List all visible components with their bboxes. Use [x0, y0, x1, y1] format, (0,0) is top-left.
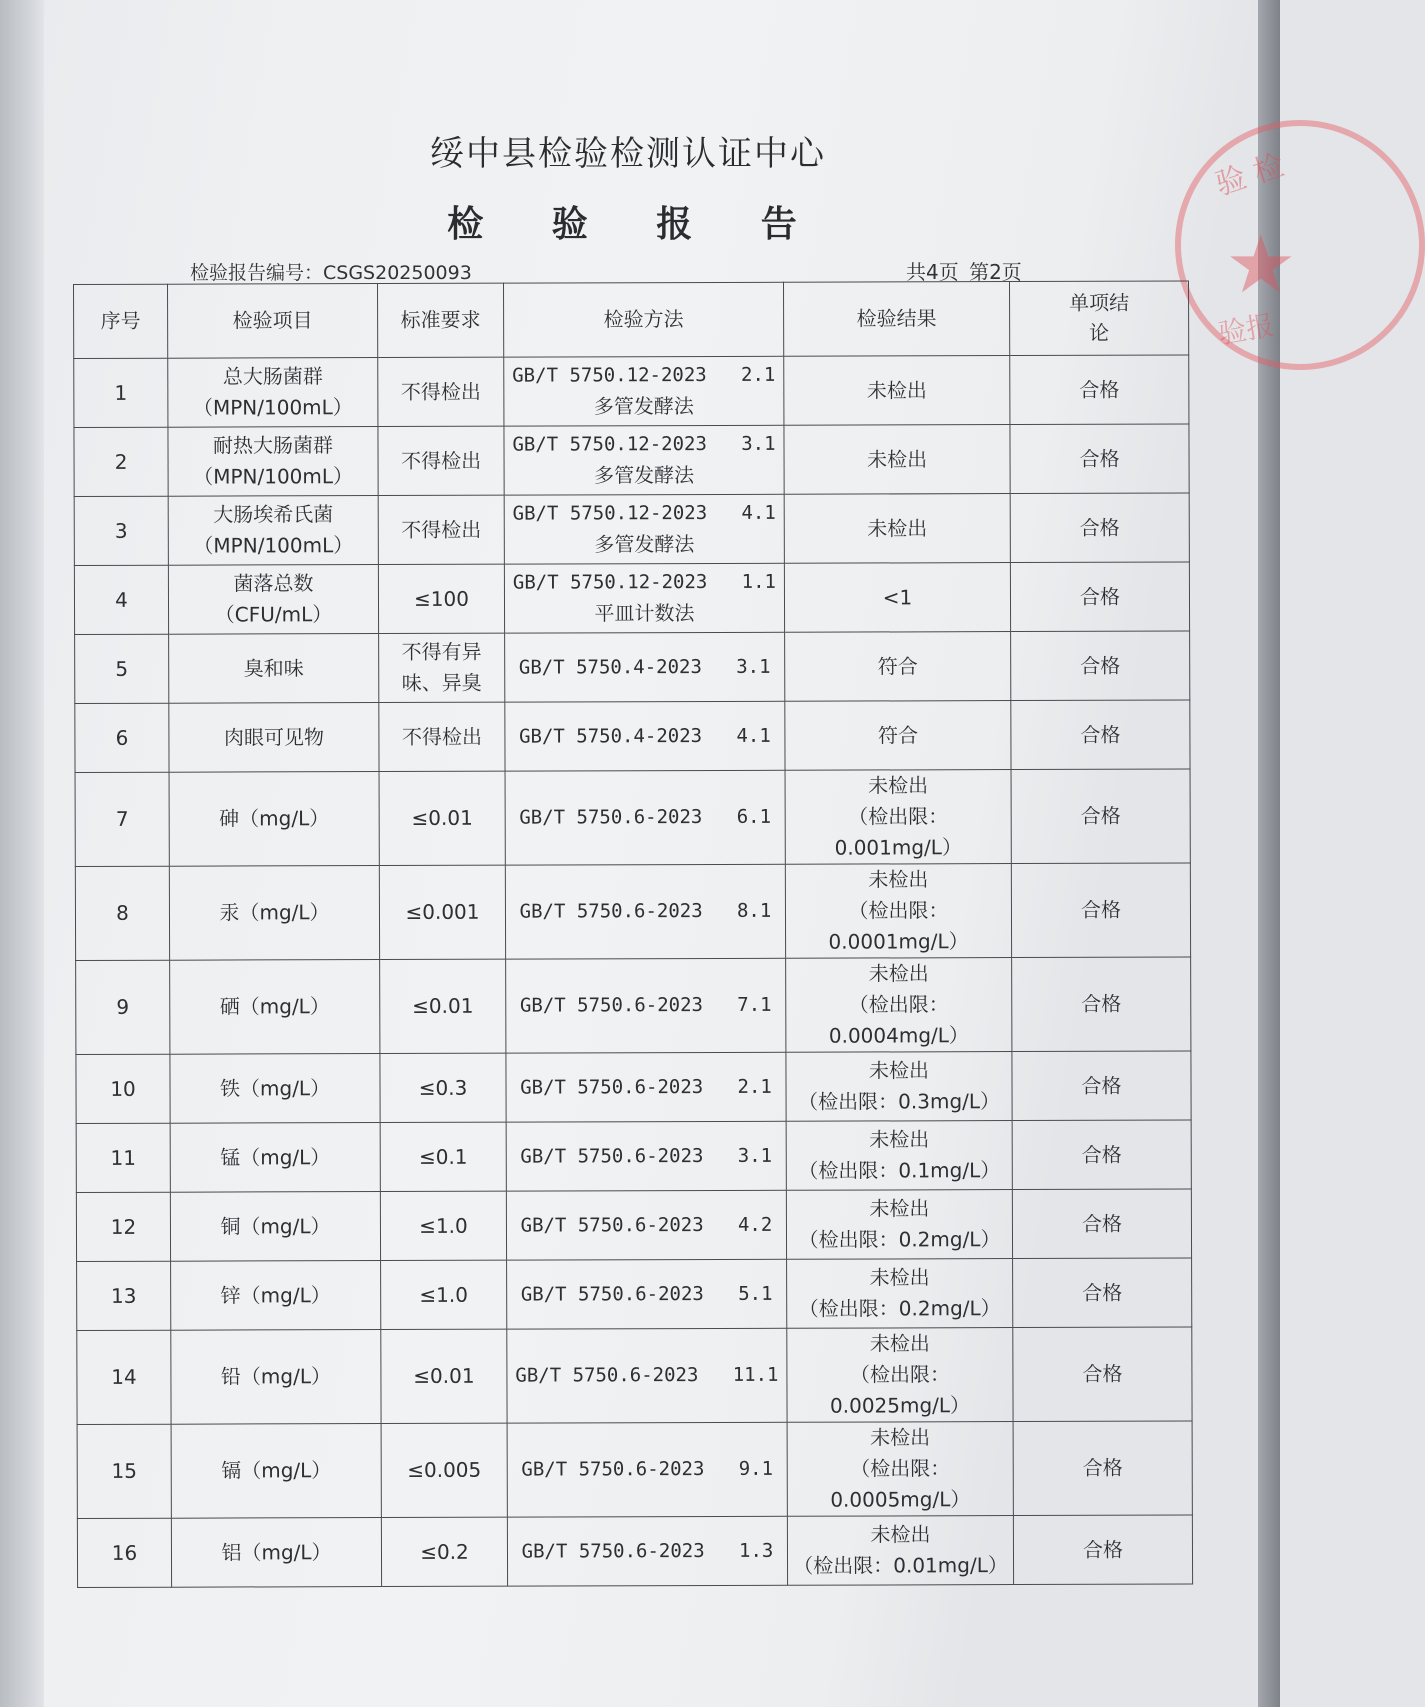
cell-standard-line: ≤0.01 [413, 1363, 475, 1388]
cell-item [171, 1424, 381, 1519]
cell-standard [378, 426, 504, 495]
cell-method [505, 701, 785, 771]
cell-no: 7 [75, 772, 169, 866]
cell-item [170, 1123, 380, 1193]
seal-star-icon: ★ [1225, 218, 1297, 311]
cell-result-line: （检出限：0.3mg/L） [798, 1089, 1001, 1114]
cell-result-line: 未检出 [870, 1425, 931, 1450]
cell-conclusion: 合格 [1010, 493, 1189, 563]
cell-method-line: 多管发酵法 [594, 532, 695, 557]
cell-method-line: GB/T 5750.4-2023 3.1 [518, 655, 771, 679]
cell-method [506, 1052, 786, 1122]
cell-method [507, 1516, 787, 1586]
cell-item-line: 耐热大肠菌群 [212, 433, 334, 458]
cell-conclusion: 合格 [1012, 1120, 1191, 1190]
header-method: 检验方法 [503, 282, 783, 357]
cell-item-line: 铜（mg/L） [220, 1213, 331, 1239]
header-standard: 标准要求 [378, 283, 504, 357]
cell-conclusion: 合格 [1011, 769, 1190, 864]
cell-standard-line: ≤0.2 [420, 1539, 469, 1564]
cell-standard [380, 1053, 506, 1122]
cell-item-line: 锰（mg/L） [220, 1144, 331, 1170]
cell-standard-line: 味、异臭 [401, 670, 482, 695]
cell-item-line: （MPN/100mL） [193, 464, 354, 489]
cell-result [785, 770, 1011, 865]
cell-method-line: GB/T 5750.6-2023 9.1 [521, 1457, 774, 1481]
cell-method [504, 425, 784, 495]
cell-result-line: 未检出 [869, 1331, 930, 1356]
cell-result [784, 356, 1010, 426]
cell-standard [381, 1423, 507, 1517]
cell-method-line: 多管发酵法 [593, 394, 694, 419]
cell-method-line: 平皿计数法 [594, 601, 695, 626]
table-row [75, 700, 1190, 773]
cell-result-line: 未检出 [868, 773, 929, 798]
cell-conclusion: 合格 [1013, 1515, 1192, 1585]
cell-conclusion: 合格 [1011, 863, 1190, 958]
results-table [73, 280, 1193, 1587]
cell-item-line: 臭和味 [243, 655, 304, 680]
cell-result-line: 未检出 [870, 1522, 931, 1547]
cell-method-line: GB/T 5750.12-2023 2.1 [512, 363, 776, 387]
cell-method [505, 632, 785, 702]
cell-result [787, 1422, 1013, 1517]
header-no: 序号 [74, 284, 168, 358]
cell-standard-line: ≤0.001 [405, 899, 480, 924]
cell-method [507, 1259, 787, 1329]
cell-standard-line: 不得有异 [401, 639, 482, 664]
cell-method [504, 563, 784, 633]
table-row [77, 1258, 1192, 1331]
table-header-row [74, 281, 1189, 359]
cell-standard [379, 633, 505, 702]
cell-result [784, 494, 1010, 564]
page-info: 共4页 第2页 [906, 260, 1022, 284]
cell-item-line: 锌（mg/L） [220, 1282, 331, 1308]
cell-result-line: 未检出 [866, 377, 927, 403]
organization-title: 绥中县检验检测认证中心 [430, 134, 826, 174]
cell-result-line: （检出限：0.1mg/L） [798, 1158, 1001, 1183]
table-row [76, 1189, 1191, 1262]
cell-conclusion: 合格 [1010, 355, 1189, 425]
cell-item [168, 565, 378, 635]
cell-item-line: （MPN/100mL） [193, 533, 354, 558]
cell-item-line: 铁（mg/L） [219, 1075, 331, 1101]
cell-item-line: 硒（mg/L） [219, 994, 330, 1019]
cell-standard-line: 不得检出 [401, 517, 482, 542]
cell-item [169, 772, 379, 867]
cell-result-line: 未检出 [868, 961, 929, 986]
cell-no: 10 [76, 1054, 170, 1123]
cell-item [169, 866, 379, 961]
cell-method-line: GB/T 5750.6-2023 5.1 [520, 1282, 773, 1306]
cell-item [169, 703, 379, 773]
cell-item-line: 铝（mg/L） [221, 1539, 332, 1565]
cell-no: 3 [74, 496, 168, 565]
cell-item-line: 镉（mg/L） [221, 1458, 332, 1483]
cell-conclusion: 合格 [1012, 1051, 1191, 1121]
cell-method-line: GB/T 5750.4-2023 4.1 [519, 724, 771, 748]
cell-item-line: （MPN/100mL） [192, 395, 353, 420]
cell-no: 5 [75, 634, 169, 703]
cell-item [171, 1330, 381, 1425]
table-row [75, 863, 1190, 961]
cell-standard [381, 1260, 507, 1329]
cell-standard-line: 不得检出 [401, 724, 482, 749]
cell-standard-line: ≤0.01 [412, 993, 474, 1018]
cell-result-line: （检出限：0.01mg/L） [793, 1553, 1008, 1578]
cell-result [785, 701, 1011, 771]
cell-item [171, 1261, 381, 1331]
cell-method [505, 770, 785, 865]
cell-method-line: GB/T 5750.12-2023 1.1 [512, 570, 777, 594]
cell-no: 8 [75, 866, 169, 960]
header-result: 检验结果 [783, 282, 1009, 357]
cell-standard-line: ≤0.005 [407, 1457, 482, 1482]
seal-text-top: 验 检 [1211, 147, 1289, 203]
cell-method [507, 1328, 787, 1423]
table-row [76, 1051, 1191, 1124]
cell-standard [378, 495, 504, 564]
cell-item-line: （CFU/mL） [214, 602, 333, 627]
header-item: 检验项目 [168, 284, 378, 359]
cell-conclusion: 合格 [1011, 631, 1190, 701]
cell-result-line: 未检出 [867, 446, 928, 472]
table-row [77, 1421, 1192, 1519]
table-body [74, 355, 1193, 1587]
cell-result-line: （检出限：0.2mg/L） [798, 1227, 1001, 1252]
cell-method-line: GB/T 5750.6-2023 2.1 [520, 1075, 772, 1099]
cell-standard [380, 1191, 506, 1260]
cell-method-line: GB/T 5750.6-2023 8.1 [519, 899, 772, 923]
table-row [77, 1515, 1192, 1588]
cell-conclusion: 合格 [1010, 562, 1189, 632]
cell-result-line: （检出限：0.0005mg/L） [830, 1456, 971, 1512]
cell-result [787, 1259, 1013, 1329]
cell-item-line: 汞（mg/L） [219, 900, 330, 925]
report-number: 检验报告编号：CSGS20250093 [190, 262, 472, 284]
cell-standard [379, 865, 505, 959]
cell-conclusion: 合格 [1012, 1189, 1191, 1259]
table-row [76, 957, 1191, 1055]
cell-method-line: GB/T 5750.6-2023 11.1 [515, 1363, 779, 1387]
cell-method-line: 多管发酵法 [594, 463, 695, 488]
cell-standard-line: ≤0.1 [418, 1144, 468, 1169]
cell-standard-line: ≤1.0 [419, 1213, 468, 1238]
cell-method [504, 356, 784, 426]
cell-standard-line: ≤100 [413, 586, 469, 611]
cell-standard-line: ≤0.3 [418, 1075, 468, 1100]
cell-result-line: （检出限：0.0004mg/L） [828, 992, 969, 1048]
cell-standard [378, 564, 504, 633]
cell-result-line: 未检出 [868, 867, 929, 892]
cell-item [170, 1054, 380, 1124]
cell-result-line: 未检出 [867, 515, 928, 541]
cell-item-line: 砷（mg/L） [219, 806, 330, 831]
seal-text-bottom: 验报 [1215, 308, 1277, 351]
cell-item [170, 1192, 380, 1262]
cell-item [170, 960, 380, 1055]
cell-item-line: 铅（mg/L） [220, 1364, 332, 1389]
cell-result-line: <1 [882, 584, 913, 609]
cell-standard [380, 959, 506, 1053]
cell-result [786, 1121, 1012, 1191]
cell-method-line: GB/T 5750.12-2023 4.1 [512, 501, 776, 525]
cell-method [507, 1422, 787, 1517]
cell-no: 11 [76, 1123, 170, 1192]
cell-method-line: GB/T 5750.6-2023 4.2 [520, 1213, 773, 1237]
cell-standard [378, 357, 504, 426]
table-row [74, 355, 1189, 428]
cell-result-line: 符合 [877, 653, 918, 678]
cell-standard [379, 702, 505, 771]
cell-method [505, 864, 785, 959]
cell-result [786, 1190, 1012, 1260]
cell-standard-line: ≤0.01 [411, 805, 473, 830]
table-row [74, 424, 1189, 497]
cell-result [785, 632, 1011, 702]
cell-no: 9 [76, 960, 170, 1054]
cell-method-line: GB/T 5750.6-2023 7.1 [519, 993, 772, 1017]
cell-method-line: GB/T 5750.6-2023 6.1 [519, 805, 772, 829]
header-conclusion-label: 单项结论 [1069, 290, 1130, 345]
cell-no: 2 [74, 427, 168, 496]
cell-result [784, 563, 1010, 633]
table-row [74, 493, 1189, 566]
cell-item-line: 肉眼可见物 [223, 724, 324, 750]
cell-item [168, 358, 378, 428]
document-title: 检 验 报 告 [447, 204, 825, 245]
table-row [75, 769, 1190, 867]
cell-conclusion: 合格 [1013, 1327, 1192, 1422]
cell-conclusion: 合格 [1011, 700, 1190, 770]
cell-no: 4 [74, 565, 168, 634]
cell-method-line: GB/T 5750.6-2023 1.3 [521, 1539, 774, 1563]
cell-result [786, 958, 1012, 1053]
cell-result-line: 未检出 [869, 1196, 930, 1221]
cell-item [171, 1518, 381, 1588]
cell-method [504, 494, 784, 564]
table-row [76, 1120, 1191, 1193]
cell-no: 1 [74, 358, 168, 427]
cell-result-line: 未检出 [868, 1058, 930, 1083]
cell-standard-line: ≤1.0 [419, 1282, 468, 1307]
cell-standard [380, 1122, 506, 1191]
cell-result-line: （检出限：0.0025mg/L） [829, 1362, 971, 1418]
cell-standard-line: 不得检出 [400, 379, 481, 404]
cell-no: 16 [77, 1518, 171, 1587]
cell-no: 13 [77, 1261, 171, 1330]
cell-item-line: 总大肠菌群 [222, 364, 323, 389]
cell-result-line: 符合 [877, 722, 918, 747]
cell-result [786, 1052, 1012, 1122]
cell-result [784, 425, 1010, 495]
page-left-shadow [0, 0, 44, 1707]
results-table-wrapper [73, 280, 1192, 1587]
cell-result-line: 未检出 [869, 1265, 930, 1290]
cell-result-line: （检出限：0.001mg/L） [834, 804, 962, 860]
cell-method [506, 1121, 786, 1191]
cell-conclusion: 合格 [1013, 1258, 1192, 1328]
cell-method-line: GB/T 5750.6-2023 3.1 [520, 1144, 773, 1168]
cell-standard [381, 1517, 507, 1586]
cell-method [506, 1190, 786, 1260]
cell-no: 14 [77, 1330, 171, 1424]
cell-item [168, 496, 378, 566]
cell-conclusion: 合格 [1012, 957, 1191, 1052]
table-row [74, 562, 1189, 635]
cell-no: 12 [76, 1192, 170, 1261]
cell-standard [381, 1329, 507, 1423]
table-row [77, 1327, 1192, 1425]
cell-item-line: 大肠埃希氏菌 [213, 502, 334, 527]
cell-standard-line: 不得检出 [401, 448, 482, 473]
cell-item [169, 634, 379, 704]
table-row [75, 631, 1190, 704]
cell-result-line: 未检出 [869, 1127, 930, 1152]
cell-result [787, 1516, 1013, 1586]
cell-conclusion: 合格 [1010, 424, 1189, 494]
cell-method [506, 958, 786, 1053]
cell-result-line: （检出限：0.0001mg/L） [828, 898, 969, 954]
cell-result-line: （检出限：0.2mg/L） [798, 1296, 1001, 1321]
cell-result [785, 864, 1011, 959]
cell-no: 15 [77, 1424, 171, 1518]
header-conclusion [1009, 281, 1188, 356]
cell-no: 6 [75, 703, 169, 772]
cell-item [168, 427, 378, 497]
cell-conclusion: 合格 [1013, 1421, 1192, 1516]
cell-result [787, 1328, 1013, 1423]
cell-standard [379, 771, 505, 865]
cell-method-line: GB/T 5750.12-2023 3.1 [512, 432, 776, 456]
cell-item-line: 菌落总数 [233, 571, 314, 596]
